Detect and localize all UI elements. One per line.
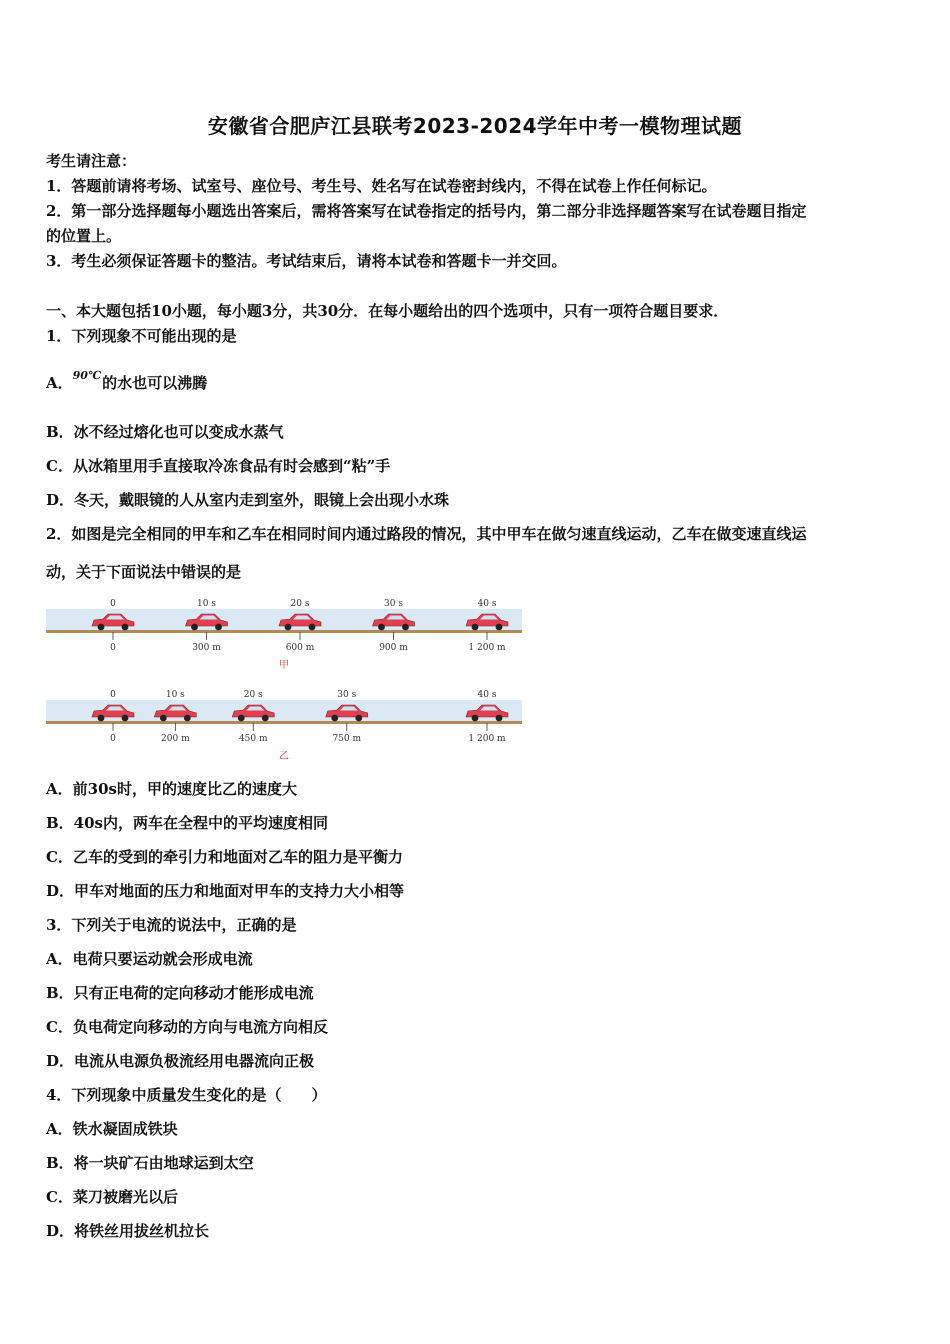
notice-item: 3．考生必须保证答题卡的整洁。考试结束后，请将本试卷和答题卡一并交回。 <box>46 252 567 270</box>
q3-option-d: D．电流从电源负极流经用电器流向正极 <box>46 1052 315 1070</box>
car-wheel <box>262 715 269 722</box>
q3-option-b: B．只有正电荷的定向移动才能形成电流 <box>46 984 314 1002</box>
diagram-caption: 乙 <box>279 751 289 762</box>
car-wheel <box>285 624 292 631</box>
car-wheel <box>472 715 479 722</box>
q4-option-b: B．将一块矿石由地球运到太空 <box>46 1154 254 1172</box>
notice-item: 的位置上。 <box>46 227 122 245</box>
q1-option-b: B．冰不经过熔化也可以变成水蒸气 <box>46 423 284 441</box>
temperature-value: 90℃ <box>72 369 102 382</box>
q4-option-d: D．将铁丝用拔丝机拉长 <box>46 1222 210 1240</box>
distance-label: 750 m <box>332 734 362 744</box>
time-label: 40 s <box>477 690 497 700</box>
distance-label: 200 m <box>161 734 190 744</box>
car-wheel <box>184 715 191 722</box>
distance-label: 1 200 m <box>468 643 506 653</box>
q3-option-a: A．电荷只要运动就会形成电流 <box>46 950 253 968</box>
car-wheel <box>160 715 167 722</box>
time-label: 10 s <box>165 690 185 700</box>
q2-option-d: D．甲车对地面的压力和地面对甲车的支持力大小相等 <box>46 882 405 900</box>
q3-stem: 3．下列关于电流的说法中，正确的是 <box>46 916 297 934</box>
q2-stem-line1: 2．如图是完全相同的甲车和乙车在相同时间内通过路段的情况，其中甲车在做匀速直线运动，乙车在做变速直线运 <box>46 525 807 543</box>
time-label: 40 s <box>477 599 497 609</box>
section-heading: 一、本大题包括10小题，每小题3分，共30分．在每小题给出的四个选项中，只有一项符合题目要求． <box>46 302 729 320</box>
time-label: 20 s <box>243 690 263 700</box>
car-wheel <box>98 624 105 631</box>
q4-option-c: C．菜刀被磨光以后 <box>46 1188 178 1206</box>
car-wheel <box>496 624 503 631</box>
car-wheel <box>496 715 503 722</box>
distance-label: 1 200 m <box>468 734 506 744</box>
car-wheel <box>215 624 222 631</box>
distance-label: 300 m <box>192 643 221 653</box>
car-wheel <box>238 715 245 722</box>
car-wheel <box>191 624 198 631</box>
car-diagram-jia <box>46 595 522 673</box>
q2-option-c: C．乙车的受到的牵引力和地面对乙车的阻力是平衡力 <box>46 848 403 866</box>
car-wheel <box>122 624 129 631</box>
time-label: 10 s <box>197 599 216 609</box>
time-label: 30 s <box>337 690 357 700</box>
car-wheel <box>331 715 338 722</box>
q3-option-c: C．负电荷定向移动的方向与电流方向相反 <box>46 1018 328 1036</box>
notice-item: 2．第一部分选择题每小题选出答案后，需将答案写在试卷指定的括号内，第二部分非选择题答案写在试卷题目指定 <box>46 202 807 220</box>
q1-option-a <box>46 369 906 396</box>
page-title: 安徽省合肥庐江县联考2023-2024学年中考一模物理试题 <box>207 114 743 138</box>
distance-label: 0 <box>110 734 116 744</box>
time-label: 30 s <box>384 599 403 609</box>
car-wheel <box>378 624 385 631</box>
road <box>46 721 522 724</box>
car-wheel <box>472 624 479 631</box>
road <box>46 630 522 633</box>
car-diagram-yi-svg <box>46 686 522 764</box>
notice-heading: 考生请注意： <box>46 152 137 170</box>
time-label: 20 s <box>290 599 310 609</box>
time-label: 0 <box>110 599 116 609</box>
car-diagram-yi <box>46 686 522 764</box>
car-diagram-jia-svg <box>46 595 522 673</box>
option-label: A． <box>46 374 73 392</box>
q4-stem: 4．下列现象中质量发生变化的是（ ） <box>46 1086 327 1104</box>
q4-option-a: A．铁水凝固成铁块 <box>46 1120 178 1138</box>
q2-stem-line2: 动，关于下面说法中错误的是 <box>46 563 242 581</box>
distance-label: 600 m <box>285 643 315 653</box>
option-text: 的水也可以沸腾 <box>102 374 208 392</box>
car-wheel <box>98 715 105 722</box>
distance-label: 0 <box>110 643 116 653</box>
notice-item: 1．答题前请将考场、试室号、座位号、考生号、姓名写在试卷密封线内，不得在试卷上作任何标记。 <box>46 177 717 195</box>
q1-option-d: D．冬天，戴眼镜的人从室内走到室外，眼镜上会出现小水珠 <box>46 491 450 509</box>
time-label: 0 <box>110 690 116 700</box>
distance-label: 450 m <box>238 734 268 744</box>
car-wheel <box>402 624 409 631</box>
distance-label: 900 m <box>379 643 408 653</box>
q2-option-a: A．前30s时，甲的速度比乙的速度大 <box>46 780 297 798</box>
q1-option-c: C．从冰箱里用手直接取冷冻食品有时会感到“粘”手 <box>46 457 391 475</box>
q2-option-b: B．40s内，两车在全程中的平均速度相同 <box>46 814 328 832</box>
diagram-caption: 甲 <box>279 660 289 671</box>
car-wheel <box>309 624 316 631</box>
q1-stem: 1．下列现象不可能出现的是 <box>46 327 237 345</box>
car-wheel <box>122 715 129 722</box>
car-wheel <box>355 715 362 722</box>
